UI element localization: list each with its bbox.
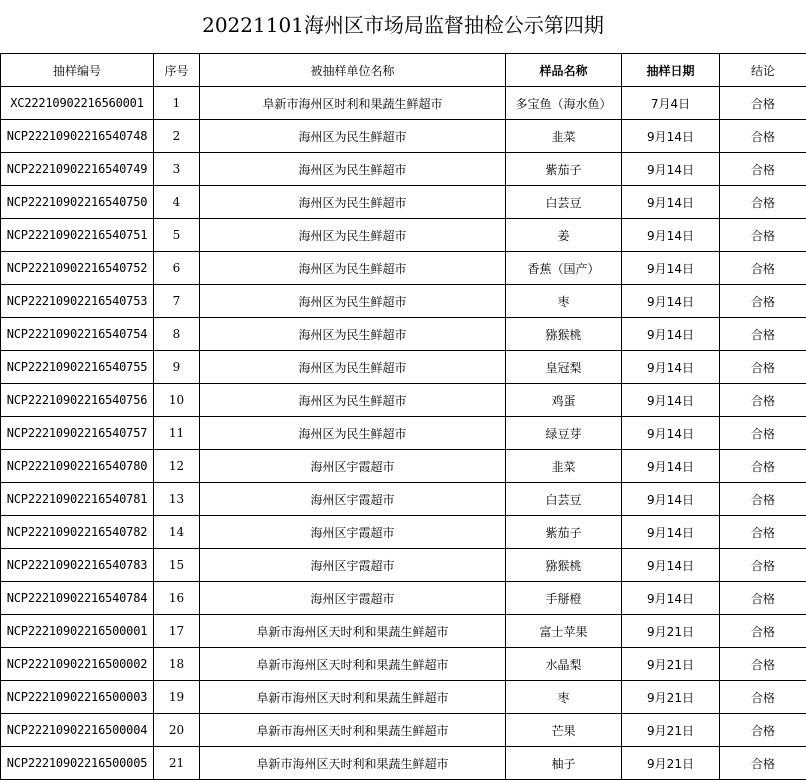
sampling-date-cell: 9月14日 [622,351,720,384]
result-cell: 合格 [720,714,806,747]
sequence-cell: 18 [154,648,200,681]
result-cell: 合格 [720,252,806,285]
result-cell: 合格 [720,549,806,582]
result-cell: 合格 [720,87,806,120]
sequence-cell: 19 [154,681,200,714]
result-cell: 合格 [720,186,806,219]
result-cell: 合格 [720,681,806,714]
sample-name-cell: 柚子 [506,747,622,780]
sequence-cell: 12 [154,450,200,483]
sampled-unit-cell: 海州区为民生鲜超市 [200,417,506,450]
sequence-cell: 5 [154,219,200,252]
table-row [1,681,806,714]
sampling-date-cell: 9月14日 [622,252,720,285]
table-row [1,186,806,219]
sampling-date-cell: 7月4日 [622,87,720,120]
sequence-cell: 10 [154,384,200,417]
result-cell: 合格 [720,582,806,615]
sample-name-cell: 香蕉（国产） [506,252,622,285]
sampled-unit-cell: 阜新市海州区时利和果蔬生鲜超市 [200,87,506,120]
sequence-cell: 6 [154,252,200,285]
sample-name-cell: 白芸豆 [506,186,622,219]
sampled-unit-cell: 海州区为民生鲜超市 [200,351,506,384]
result-cell: 合格 [720,285,806,318]
sampling-date-cell: 9月21日 [622,747,720,780]
sampling-date-cell: 9月14日 [622,153,720,186]
sequence-cell: 1 [154,87,200,120]
sequence-cell: 4 [154,186,200,219]
sequence-cell: 13 [154,483,200,516]
sampling-date-cell: 9月21日 [622,714,720,747]
sample-name-cell: 白芸豆 [506,483,622,516]
table-row [1,384,806,417]
sample-code-cell: NCP22210902216540748 [1,120,154,153]
sampled-unit-cell: 阜新市海州区天时利和果蔬生鲜超市 [200,615,506,648]
table-row [1,516,806,549]
table-row [1,714,806,747]
table-row [1,450,806,483]
sample-name-cell: 枣 [506,285,622,318]
sequence-cell: 8 [154,318,200,351]
sampling-date-cell: 9月14日 [622,285,720,318]
table-row [1,153,806,186]
sample-name-cell: 芒果 [506,714,622,747]
table-row [1,483,806,516]
result-cell: 合格 [720,120,806,153]
sample-name-cell: 手掰橙 [506,582,622,615]
result-cell: 合格 [720,648,806,681]
sample-code-cell: NCP22210902216540757 [1,417,154,450]
sample-code-cell: NCP22210902216500001 [1,615,154,648]
sample-code-cell: NCP22210902216540756 [1,384,154,417]
table-row [1,648,806,681]
sampled-unit-cell: 阜新市海州区天时利和果蔬生鲜超市 [200,648,506,681]
sample-name-cell: 富士苹果 [506,615,622,648]
sampled-unit-cell: 阜新市海州区天时利和果蔬生鲜超市 [200,747,506,780]
sampling-date-cell: 9月14日 [622,219,720,252]
sampling-date-cell: 9月21日 [622,681,720,714]
column-header-date: 抽样日期 [622,54,720,87]
sampling-date-cell: 9月14日 [622,483,720,516]
sequence-cell: 21 [154,747,200,780]
sample-code-cell: NCP22210902216500004 [1,714,154,747]
sequence-cell: 11 [154,417,200,450]
table-row [1,615,806,648]
result-cell: 合格 [720,450,806,483]
table-row [1,318,806,351]
table-row [1,747,806,780]
sampled-unit-cell: 海州区为民生鲜超市 [200,153,506,186]
sample-code-cell: NCP22210902216540754 [1,318,154,351]
table-row [1,582,806,615]
table-row [1,351,806,384]
sampling-date-cell: 9月21日 [622,648,720,681]
sampled-unit-cell: 阜新市海州区天时利和果蔬生鲜超市 [200,681,506,714]
column-header-unit: 被抽样单位名称 [200,54,506,87]
sample-code-cell: NCP22210902216540784 [1,582,154,615]
table-row [1,285,806,318]
sample-code-cell: NCP22210902216540753 [1,285,154,318]
sample-code-cell: NCP22210902216540780 [1,450,154,483]
sample-code-cell: NCP22210902216500005 [1,747,154,780]
sample-name-cell: 姜 [506,219,622,252]
sample-name-cell: 紫茄子 [506,516,622,549]
sampled-unit-cell: 海州区为民生鲜超市 [200,384,506,417]
sampled-unit-cell: 海州区为民生鲜超市 [200,285,506,318]
sampled-unit-cell: 海州区宇霞超市 [200,516,506,549]
sample-name-cell: 多宝鱼（海水鱼） [506,87,622,120]
sampling-date-cell: 9月14日 [622,384,720,417]
sample-name-cell: 猕猴桃 [506,318,622,351]
sampled-unit-cell: 海州区为民生鲜超市 [200,120,506,153]
sample-code-cell: NCP22210902216540781 [1,483,154,516]
result-cell: 合格 [720,318,806,351]
result-cell: 合格 [720,747,806,780]
column-header-seq: 序号 [154,54,200,87]
result-cell: 合格 [720,351,806,384]
sampling-date-cell: 9月14日 [622,450,720,483]
page-title: 20221101海州区市场局监督抽检公示第四期 [202,13,604,37]
sample-code-cell: NCP22210902216540755 [1,351,154,384]
sample-name-cell: 紫茄子 [506,153,622,186]
sample-name-cell: 猕猴桃 [506,549,622,582]
sampled-unit-cell: 海州区宇霞超市 [200,549,506,582]
result-cell: 合格 [720,615,806,648]
sample-code-cell: XC22210902216560001 [1,87,154,120]
result-cell: 合格 [720,516,806,549]
table-row [1,87,806,120]
sampled-unit-cell: 海州区为民生鲜超市 [200,186,506,219]
sample-code-cell: NCP22210902216540752 [1,252,154,285]
sample-code-cell: NCP22210902216540782 [1,516,154,549]
sampled-unit-cell: 海州区为民生鲜超市 [200,252,506,285]
sampling-date-cell: 9月14日 [622,582,720,615]
inspection-table [0,53,806,780]
table-row [1,120,806,153]
table-row [1,549,806,582]
sampling-date-cell: 9月21日 [622,615,720,648]
table-body [1,87,806,780]
sampled-unit-cell: 海州区宇霞超市 [200,582,506,615]
sampled-unit-cell: 海州区宇霞超市 [200,483,506,516]
sample-code-cell: NCP22210902216540750 [1,186,154,219]
sample-name-cell: 韭菜 [506,120,622,153]
column-header-result: 结论 [720,54,806,87]
result-cell: 合格 [720,384,806,417]
sample-code-cell: NCP22210902216540783 [1,549,154,582]
column-header-sample: 样品名称 [506,54,622,87]
sample-code-cell: NCP22210902216500002 [1,648,154,681]
sequence-cell: 7 [154,285,200,318]
sequence-cell: 17 [154,615,200,648]
sampled-unit-cell: 海州区为民生鲜超市 [200,219,506,252]
sampled-unit-cell: 海州区宇霞超市 [200,450,506,483]
sequence-cell: 14 [154,516,200,549]
sample-name-cell: 韭菜 [506,450,622,483]
sequence-cell: 2 [154,120,200,153]
sequence-cell: 16 [154,582,200,615]
sample-name-cell: 绿豆芽 [506,417,622,450]
column-header-code: 抽样编号 [1,54,154,87]
result-cell: 合格 [720,417,806,450]
sample-name-cell: 水晶梨 [506,648,622,681]
table-row [1,252,806,285]
result-cell: 合格 [720,483,806,516]
sampling-date-cell: 9月14日 [622,186,720,219]
sampling-date-cell: 9月14日 [622,549,720,582]
sample-name-cell: 枣 [506,681,622,714]
sequence-cell: 9 [154,351,200,384]
sampled-unit-cell: 海州区为民生鲜超市 [200,318,506,351]
sample-code-cell: NCP22210902216540749 [1,153,154,186]
sampling-date-cell: 9月14日 [622,120,720,153]
sampled-unit-cell: 阜新市海州区天时利和果蔬生鲜超市 [200,714,506,747]
sample-name-cell: 鸡蛋 [506,384,622,417]
table-row [1,219,806,252]
table-row [1,417,806,450]
sampling-date-cell: 9月14日 [622,417,720,450]
sequence-cell: 20 [154,714,200,747]
result-cell: 合格 [720,219,806,252]
sampling-date-cell: 9月14日 [622,516,720,549]
table-header-row [1,54,806,87]
sequence-cell: 3 [154,153,200,186]
sequence-cell: 15 [154,549,200,582]
sample-name-cell: 皇冠梨 [506,351,622,384]
result-cell: 合格 [720,153,806,186]
sampling-date-cell: 9月14日 [622,318,720,351]
sample-code-cell: NCP22210902216500003 [1,681,154,714]
sample-code-cell: NCP22210902216540751 [1,219,154,252]
